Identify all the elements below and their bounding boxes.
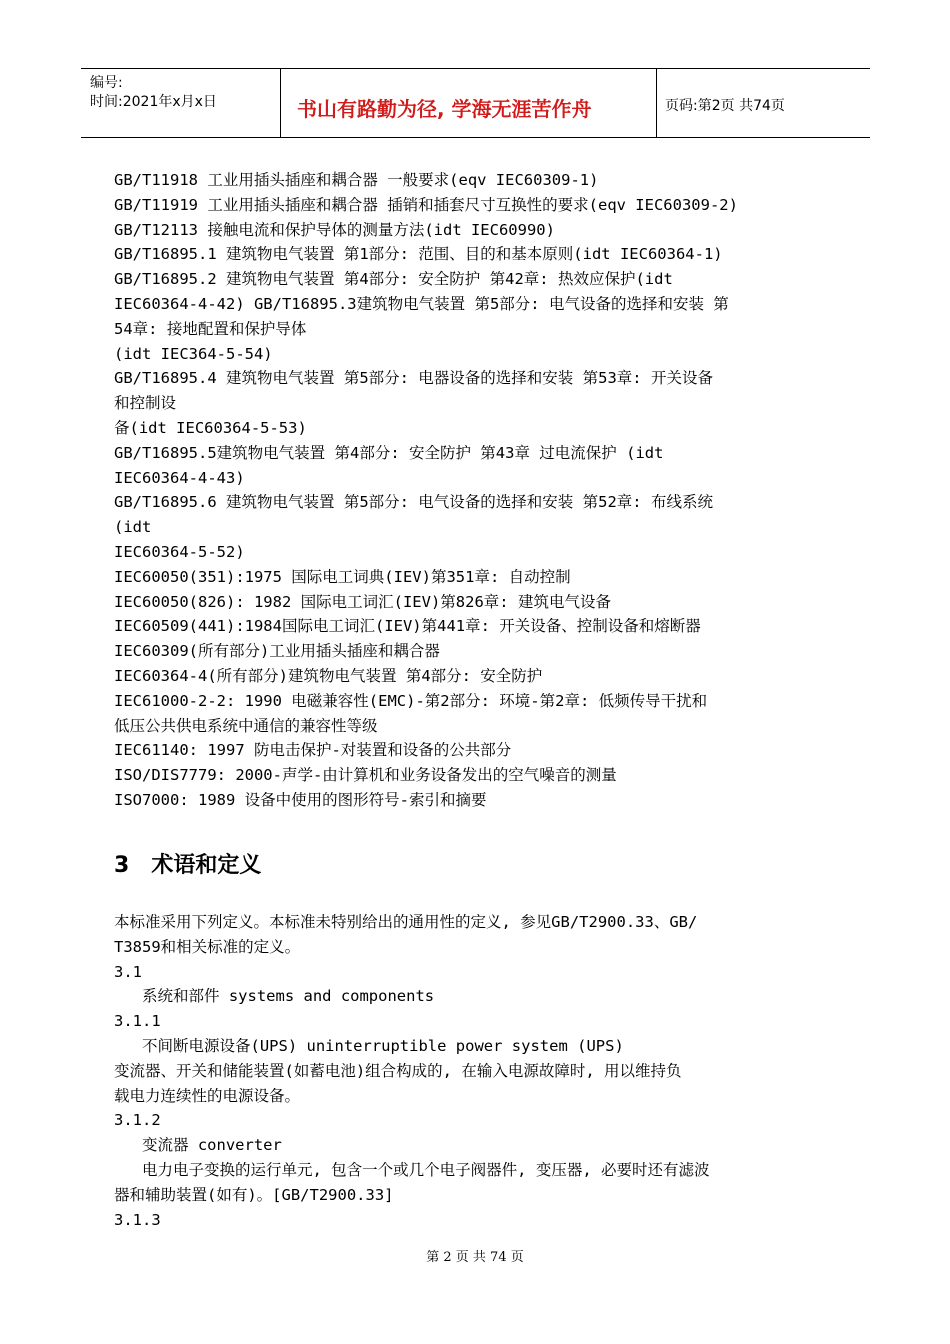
definition-line: 不间断电源设备(UPS) uninterruptible power system (UPS) (142, 1036, 624, 1055)
time-label: 时间:2021年x月x日 (90, 94, 217, 110)
reference-line: GB/T16895.4 建筑物电气装置 第5部分: 电器设备的选择和安装 第53章: 开关设备 (114, 369, 713, 388)
reference-line: IEC60509(441):1984国际电工词汇(IEV)第441章: 开关设备、控制设备和熔断器 (114, 617, 701, 636)
header-motto-cell (281, 69, 657, 137)
reference-line: IEC60364-4(所有部分)建筑物电气装置 第4部分: 安全防护 (114, 666, 543, 685)
normative-references (114, 168, 844, 813)
reference-line: IEC60364-5-52) (114, 542, 245, 561)
reference-line: GB/T12113 接触电流和保护导体的测量方法(idt IEC60990) (114, 220, 555, 239)
reference-line: ISO/DIS7779: 2000-声学-由计算机和业务设备发出的空气噪音的测量 (114, 766, 617, 785)
reference-line: IEC60050(826): 1982 国际电工词汇(IEV)第826章: 建筑电气设备 (114, 592, 611, 611)
reference-line: IEC60050(351):1975 国际电工词典(IEV)第351章: 自动控制 (114, 567, 571, 586)
reference-line: IEC60309(所有部分)工业用插头插座和耦合器 (114, 642, 440, 661)
reference-line: IEC60364-4-43) (114, 468, 245, 487)
header-page-cell (657, 69, 870, 137)
definitions-list (114, 910, 844, 1232)
definition-line: 3.1.1 (114, 1012, 161, 1031)
definition-line: T3859和相关标准的定义。 (114, 937, 301, 956)
reference-line: GB/T11919 工业用插头插座和耦合器 插销和插套尺寸互换性的要求(eqv IEC60309-2) (114, 195, 738, 214)
page-footer: 第 2 页 共 74 页 (426, 1250, 524, 1265)
definition-line: 本标准采用下列定义。本标准未特别给出的通用性的定义, 参见GB/T2900.33、GB/ (114, 913, 698, 931)
reference-line: (idt IEC364-5-54) (114, 344, 273, 363)
definition-line: 器和辅助装置(如有)。[GB/T2900.33] (114, 1185, 394, 1204)
reference-line: 备(idt IEC60364-5-53) (114, 418, 307, 437)
definition-line: 变流器、开关和储能装置(如蓄电池)组合构成的, 在输入电源故障时, 用以维持负 (114, 1061, 682, 1080)
section-title: 术语和定义 (151, 853, 262, 878)
reference-line: IEC61000-2-2: 1990 电磁兼容性(EMC)-第2部分: 环境-第2章: 低频传导干扰和 (114, 691, 708, 710)
reference-line: ISO7000: 1989 设备中使用的图形符号-索引和摘要 (114, 790, 487, 809)
definition-line: 3.1 (114, 962, 142, 981)
definition-line: 系统和部件 systems and components (142, 987, 435, 1006)
page-info: 页码:第2页 共74页 (665, 98, 785, 114)
reference-line: GB/T11918 工业用插头插座和耦合器 一般要求(eqv IEC60309-1) (114, 171, 599, 189)
reference-line: GB/T16895.6 建筑物电气装置 第5部分: 电气设备的选择和安装 第52章: 布线系统 (114, 493, 713, 512)
reference-line: IEC61140: 1997 防电击保护-对装置和设备的公共部分 (114, 741, 512, 760)
reference-line: 和控制设 (114, 394, 177, 413)
definition-line: 3.1.2 (114, 1111, 161, 1130)
reference-line: 54章: 接地配置和保护导体 (114, 319, 307, 338)
reference-line: IEC60364-4-42) GB/T16895.3建筑物电气装置 第5部分: 电气设备的选择和安装 第 (114, 294, 729, 313)
reference-line: 低压公共供电系统中通信的兼容性等级 (114, 716, 378, 735)
reference-line: (idt (114, 518, 152, 537)
header-info-cell (81, 69, 281, 137)
serial-label: 编号: (90, 75, 123, 91)
section-number: 3 (114, 853, 130, 878)
motto-text: 书山有路勤为径, 学海无涯苦作舟 (297, 97, 592, 121)
section-heading (114, 848, 261, 879)
reference-line: GB/T16895.2 建筑物电气装置 第4部分: 安全防护 第42章: 热效应保护(idt (114, 270, 673, 289)
definition-line: 载电力连续性的电源设备。 (114, 1086, 301, 1105)
reference-line: GB/T16895.5建筑物电气装置 第4部分: 安全防护 第43章 过电流保护 (idt (114, 443, 664, 462)
page-header (81, 68, 870, 138)
definition-line: 3.1.3 (114, 1210, 161, 1229)
reference-line: GB/T16895.1 建筑物电气装置 第1部分: 范围、目的和基本原则(idt IEC60364-1) (114, 245, 723, 264)
definition-line: 变流器 converter (142, 1136, 282, 1155)
definition-line: 电力电子变换的运行单元, 包含一个或几个电子阀器件, 变压器, 必要时还有滤波 (142, 1160, 710, 1179)
